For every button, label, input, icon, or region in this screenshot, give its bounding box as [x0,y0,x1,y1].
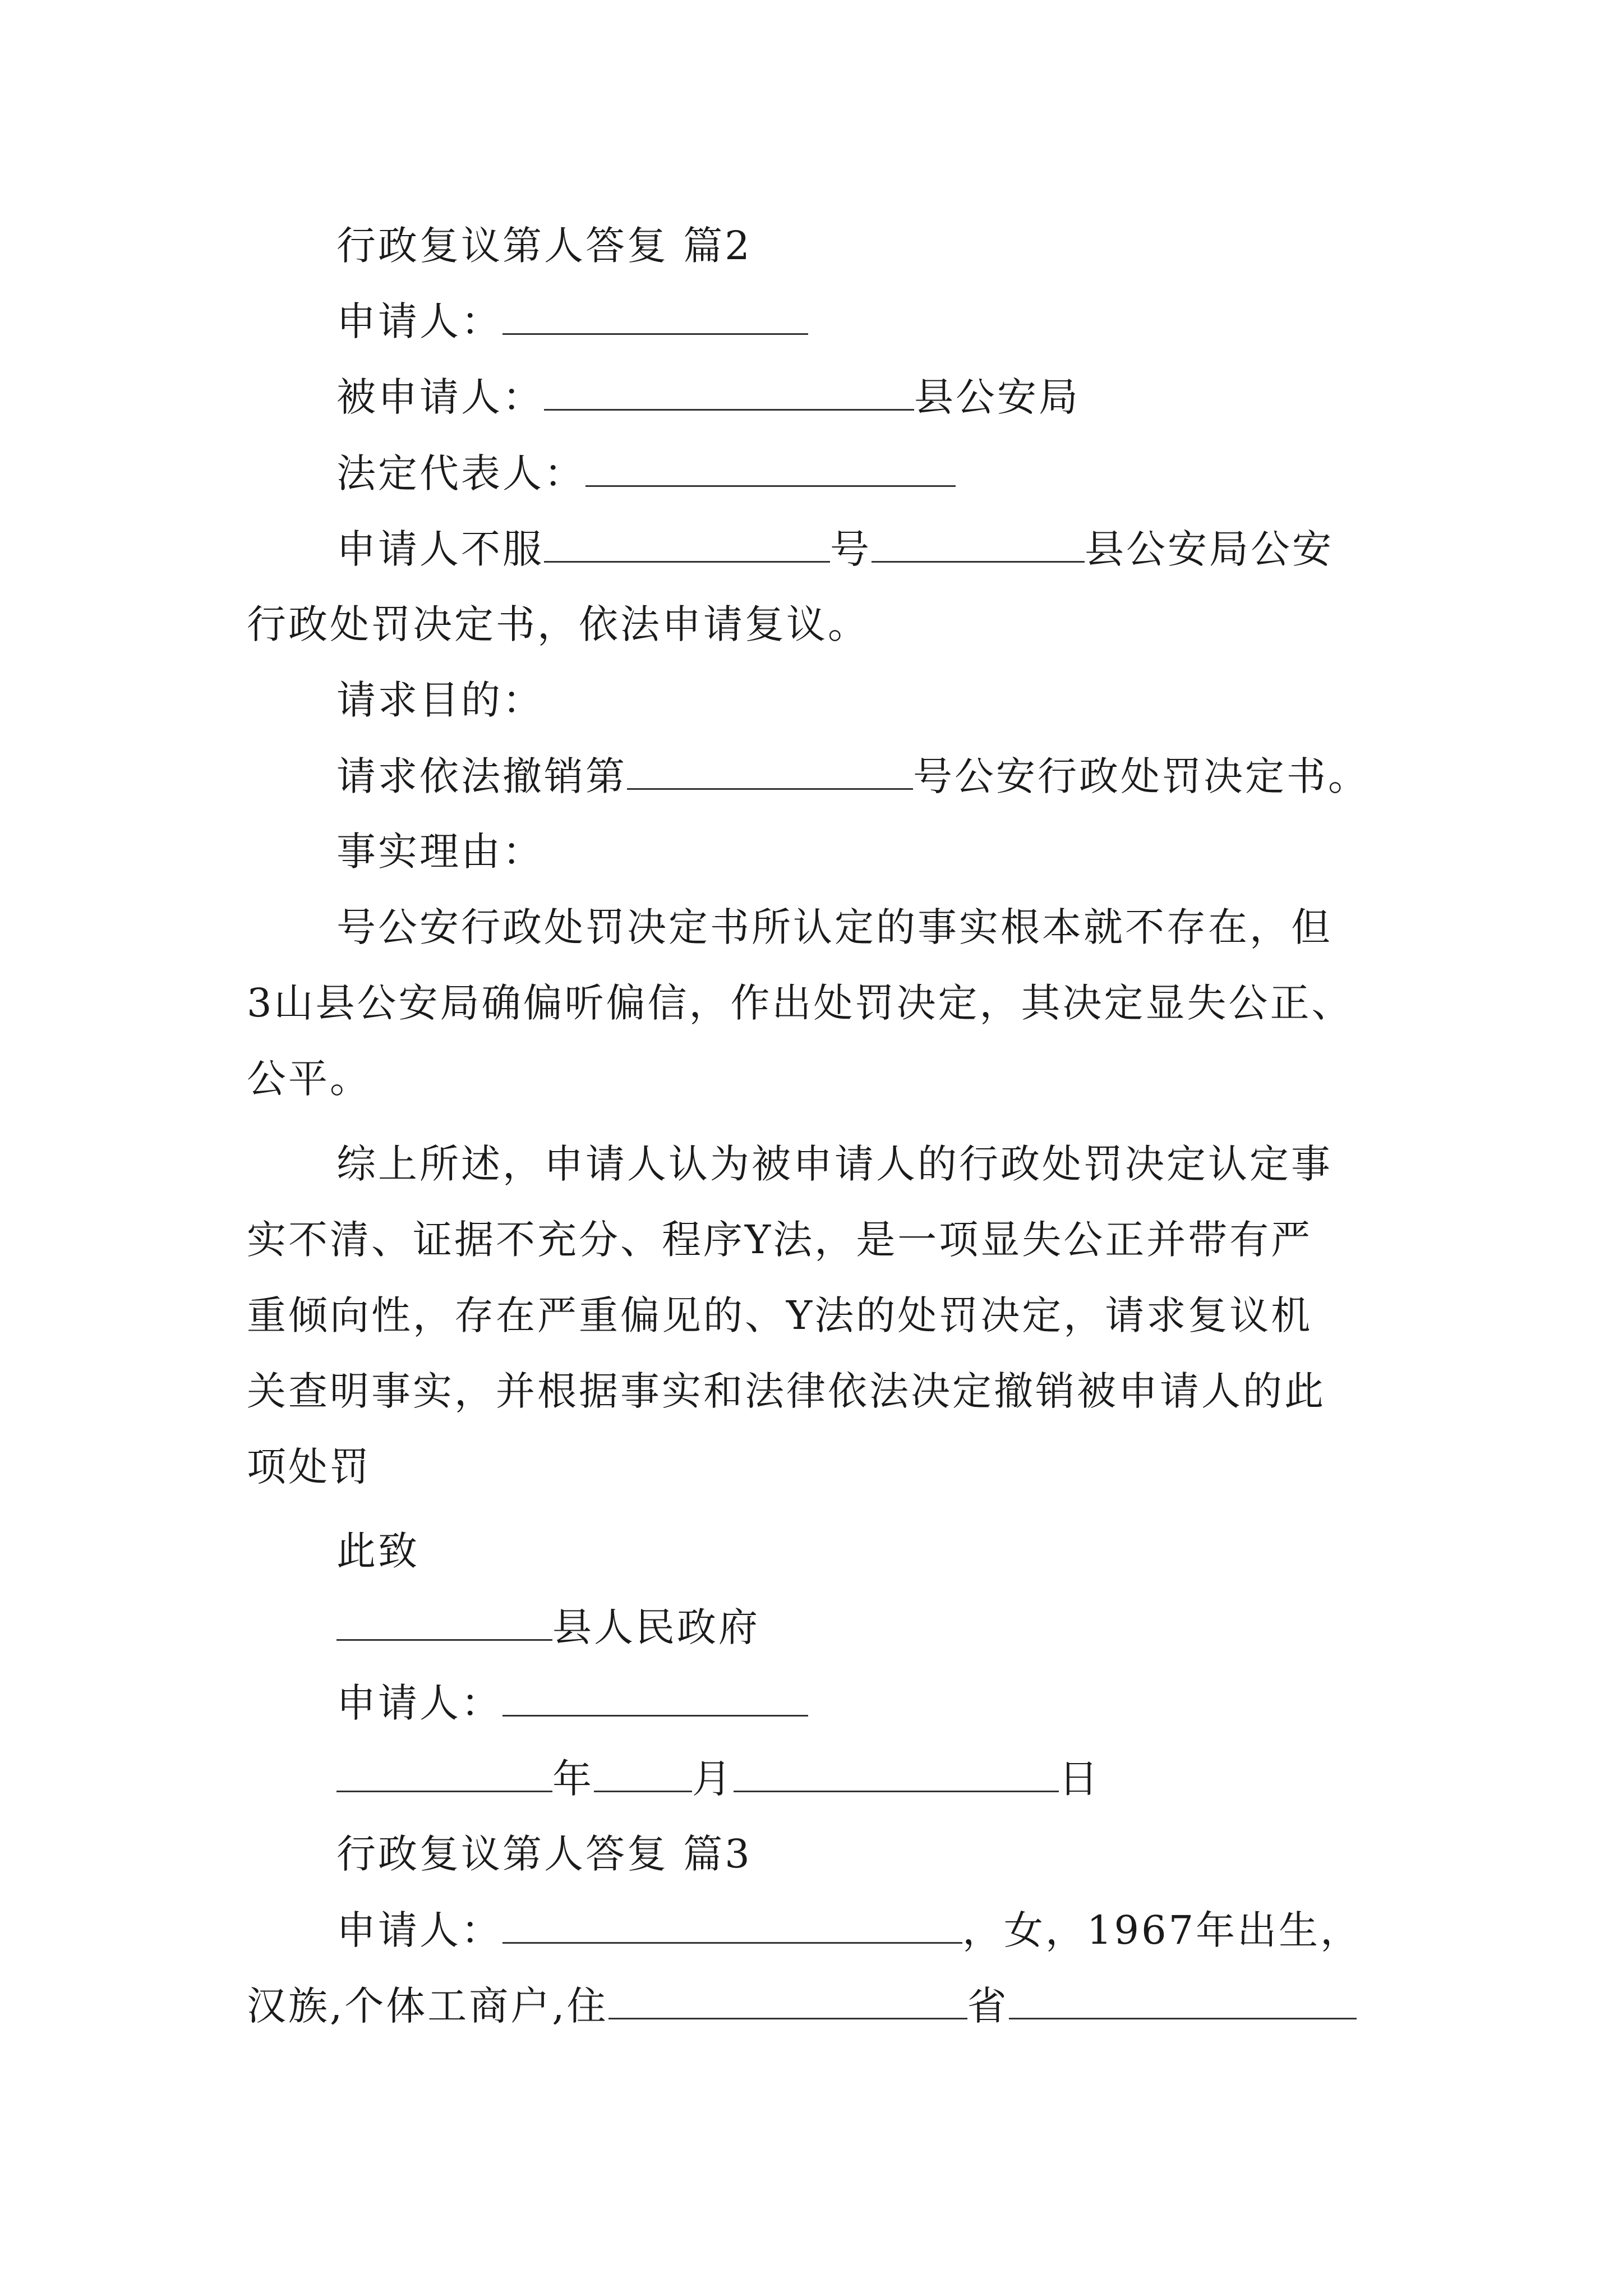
province-blank [608,1977,967,2019]
purpose-line: 请求依法撤销第 号公安行政处罚决定书。 [336,748,1370,804]
respondent-line: 被申请人： 县公安局 [336,369,1080,425]
section2-heading: 行政复议第人答复 篇2 [336,223,752,269]
signer-line: 申请人： [336,1674,808,1731]
recipient-blank [336,1599,552,1641]
applicant-blank [502,293,808,335]
reasons-line-3: 公平。 [247,1056,371,1102]
intro-line-2: 行政处罚决定书，依法申请复议。 [247,601,869,647]
date-line: 年 月 日 [336,1750,1100,1806]
city-blank [1009,1977,1357,2019]
recipient-line: 县人民政府 [336,1599,760,1655]
purpose-label: 请求目的： [336,677,544,723]
section3-heading: 行政复议第人答复 篇3 [336,1831,752,1877]
section3-line-2: 汉族,个体工商户,住 省 [247,1977,1357,2033]
intro-line-1: 申请人不服 号 县公安局公安 [336,521,1334,577]
intro-blank-2 [872,521,1085,563]
summary-line-5: 项处罚 [247,1444,371,1490]
legal-rep-line: 法定代表人： [336,445,956,501]
summary-line-1: 综上所述，申请人认为被申请人的行政处罚决定认定事 [336,1141,1332,1187]
intro-blank-1 [544,521,830,563]
year-blank [336,1750,552,1792]
closing-line: 此致 [336,1528,419,1574]
reasons-line-2: 3山县公安局确偏听偏信，作出处罚决定，其决定显失公正、 [247,980,1353,1026]
respondent-blank [544,369,914,411]
purpose-blank [627,748,913,790]
month-blank [594,1750,692,1792]
summary-line-2: 实不清、证据不充分、程序Y法，是一项显失公正并带有严 [247,1217,1313,1263]
reasons-label: 事实理由： [336,829,544,875]
reasons-line-1: 号公安行政处罚决定书所认定的事实根本就不存在，但 [336,904,1332,950]
summary-line-3: 重倾向性，存在严重偏见的、Y法的处罚决定，请求复议机 [247,1292,1313,1338]
signer-blank [502,1674,808,1717]
section3-applicant-line: 申请人： ，女，1967年出生， [336,1902,1362,1958]
section3-applicant-blank [502,1902,962,1944]
legal-rep-blank [585,445,956,487]
summary-line-4: 关查明事实，并根据事实和法律依法决定撤销被申请人的此 [247,1368,1326,1414]
day-blank [734,1750,1059,1792]
applicant-line: 申请人： [336,293,808,349]
